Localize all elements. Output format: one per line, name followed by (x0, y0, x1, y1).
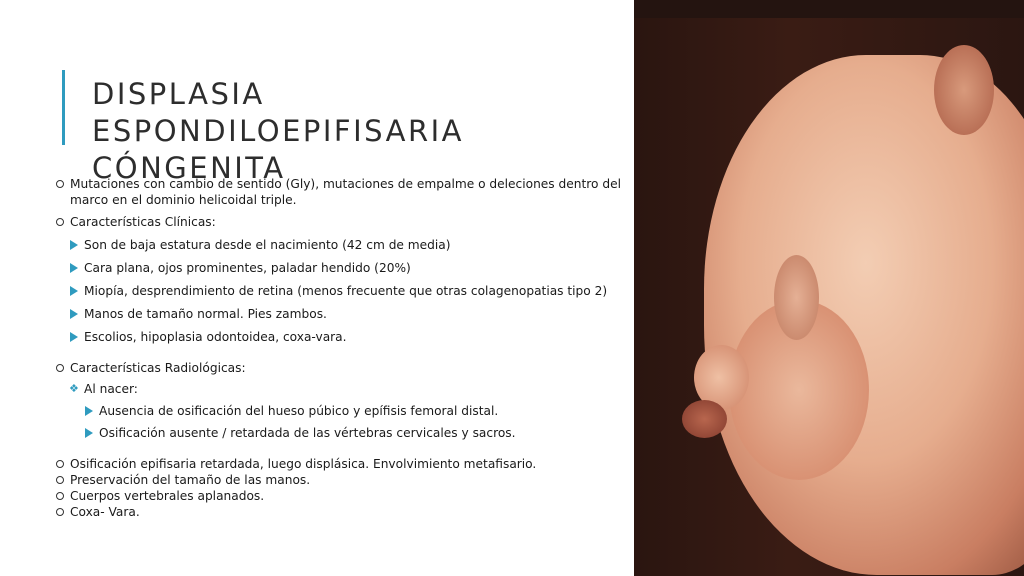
photo-lips-shape (682, 400, 727, 438)
bullet-text: Cuerpos vertebrales aplanados. (70, 489, 265, 503)
title-accent-bar (62, 70, 65, 145)
photo-head-shape (704, 55, 1024, 575)
clinical-item (56, 283, 626, 299)
bullet-intro (56, 176, 626, 208)
bullet-text: Coxa- Vara. (70, 505, 140, 519)
bullet-text: Ausencia de osificación del hueso púbico y epífisis femoral distal. (99, 404, 499, 418)
slide-title-line-1: DISPLASIA ESPONDILOEPIFISARIA (92, 77, 464, 148)
clinical-item (56, 306, 626, 322)
slide-title-line-2: CÓNGENITA (92, 151, 286, 185)
clinical-item (56, 260, 626, 276)
bullet-text: Características Radiológicas: (70, 361, 246, 375)
closing-item (56, 488, 626, 504)
bullet-text: Osificación epifisaria retardada, luego displásica. Envolvimiento metafisario. (70, 457, 537, 471)
bullet-clinical-heading (56, 214, 626, 230)
diamond-bullet-icon: ❖ (69, 382, 79, 395)
photo-ear-shape (934, 45, 994, 135)
bullet-text: Escolios, hipoplasia odontoidea, coxa-vara. (84, 330, 347, 344)
bullet-text: Manos de tamaño normal. Pies zambos. (84, 307, 327, 321)
bullet-text: Miopía, desprendimiento de retina (menos frecuente que otras colagenopatias tipo 2) (84, 284, 608, 298)
clinical-item (56, 237, 626, 253)
closing-item (56, 456, 626, 472)
bullet-text: Al nacer: (84, 382, 138, 396)
bullet-text: Son de baja estatura desde el nacimiento (42 cm de media) (84, 238, 451, 252)
radiological-item (56, 403, 626, 419)
bullet-text: Mutaciones con cambio de sentido (Gly), mutaciones de empalme o deleciones dentro del marco en el dominio helicoidal triple. (70, 177, 621, 207)
slide-title (92, 76, 612, 187)
bullet-radiological-heading (56, 360, 626, 376)
closing-item (56, 504, 626, 520)
photo-top-strip (634, 0, 1024, 18)
bullet-text: Preservación del tamaño de las manos. (70, 473, 311, 487)
clinical-item (56, 329, 626, 345)
radiological-subheading (56, 381, 626, 397)
slide-body (56, 176, 626, 520)
bullet-text: Cara plana, ojos prominentes, paladar hendido (20%) (84, 261, 411, 275)
bullet-text: Características Clínicas: (70, 215, 216, 229)
closing-item (56, 472, 626, 488)
radiological-item (56, 425, 626, 441)
bullet-text: Osificación ausente / retardada de las vértebras cervicales y sacros. (99, 426, 516, 440)
photo-eye-shape (774, 255, 819, 340)
fetal-ultrasound-photo (634, 0, 1024, 576)
